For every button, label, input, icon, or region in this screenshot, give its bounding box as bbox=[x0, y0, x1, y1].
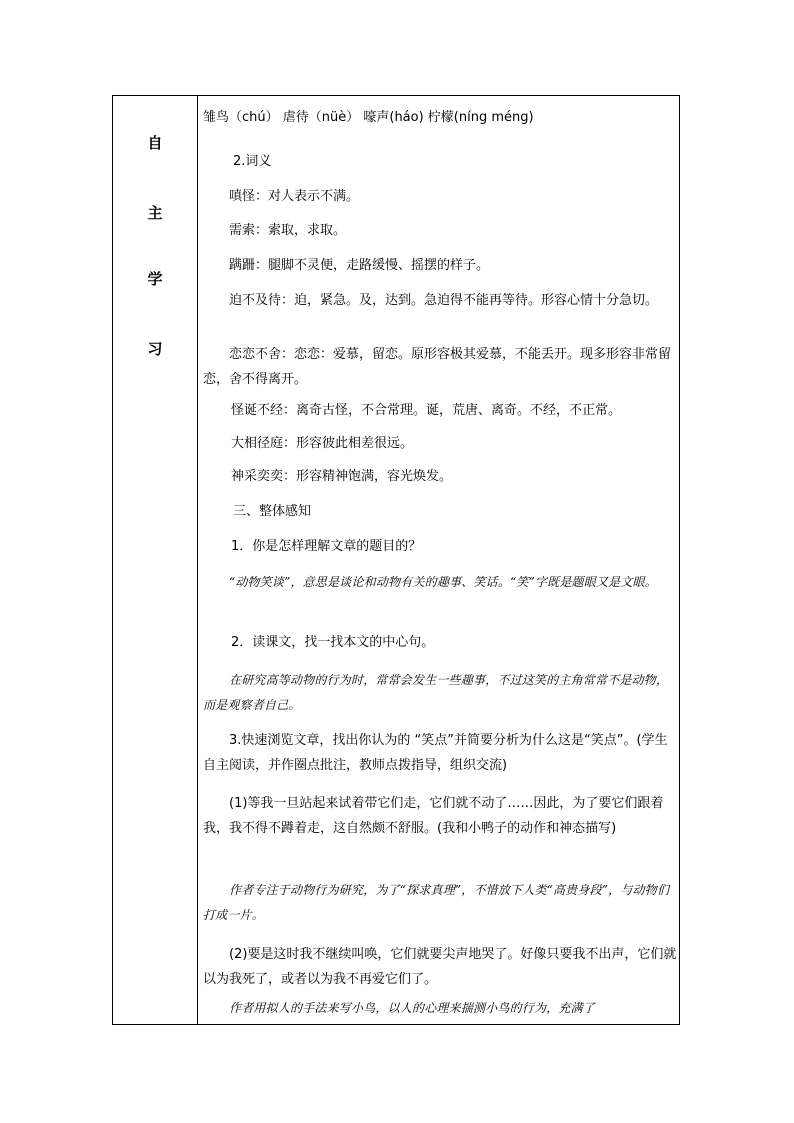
vocab-item: 恋恋不舍：恋恋：爱慕，留恋。原形容极其爱慕，不能丢开。现多形容非常留恋，舍不得离开。 bbox=[203, 347, 672, 387]
column-divider bbox=[197, 96, 198, 1024]
vocab-item: 嗔怪：对人表示不满。 bbox=[229, 189, 360, 204]
vocab-item: 大相径庭：形容彼此相差很远。 bbox=[231, 436, 414, 451]
side-label-char: 习 bbox=[147, 340, 163, 358]
lesson-content bbox=[199, 96, 679, 1024]
question: 2．读课文，找一找本文的中心句。 bbox=[231, 635, 435, 650]
question: 3.快速浏览文章，找出你认为的 “笑点”并简要分析为什么这是“笑点”。(学生自主阅读，并作圈点批注，教师点拨指导，组织交流) bbox=[203, 733, 668, 773]
pronunciation-line: 雏鸟（chú） 虐待（nüè） 嚎声(háo) 柠檬(níng méng) bbox=[203, 110, 534, 125]
vocab-item: 蹒跚：腿脚不灵便，走路缓慢、摇摆的样子。 bbox=[229, 258, 490, 273]
vocab-item: 怪诞不经：离奇古怪，不合常理。诞，荒唐、离奇。不经，不正常。 bbox=[231, 403, 622, 418]
answer: 作者用拟人的手法来写小鸟，以人的心理来揣测小鸟的行为，充满了 bbox=[229, 1001, 596, 1015]
answer: 作者专注于动物行为研究，为了“探求真理”，不惜放下人类“高贵身段”，与动物们打成一片。 bbox=[203, 883, 670, 922]
passage-quote: (2)要是这时我不继续叫唤，它们就要尖声地哭了。好像只要我不出声，它们就以为我死了，或者以为我不再爱它们了。 bbox=[203, 947, 677, 987]
vocab-item: 神采奕奕：形容精神饱满，容光焕发。 bbox=[231, 469, 453, 484]
side-label-char: 主 bbox=[147, 204, 163, 222]
side-label-char: 自 bbox=[147, 134, 163, 152]
passage-quote: (1)等我一旦站起来试着带它们走，它们就不动了……因此，为了要它们跟着我，我不得不蹲着走，这自然颇不舒服。(我和小鸭子的动作和神态描写) bbox=[203, 796, 664, 836]
vocab-heading: 2.词义 bbox=[233, 154, 272, 169]
answer: “动物笑谈”，意思是谈论和动物有关的趣事、笑话。“笑”字既是题眼又是文眼。 bbox=[229, 575, 657, 589]
question: 1．你是怎样理解文章的题目的？ bbox=[231, 539, 422, 554]
lesson-table bbox=[112, 95, 680, 1025]
vocab-item: 迫不及待：迫，紧急。及，达到。急迫得不能再等待。形容心情十分急切。 bbox=[229, 293, 659, 308]
section-heading: 三、整体感知 bbox=[233, 504, 312, 519]
vocab-item: 需索：索取，求取。 bbox=[229, 223, 347, 238]
side-label-char: 学 bbox=[147, 270, 163, 288]
answer: 在研究高等动物的行为时，常常会发生一些趣事，不过这笑的主角常常不是动物，而是观察者自己。 bbox=[203, 673, 669, 712]
